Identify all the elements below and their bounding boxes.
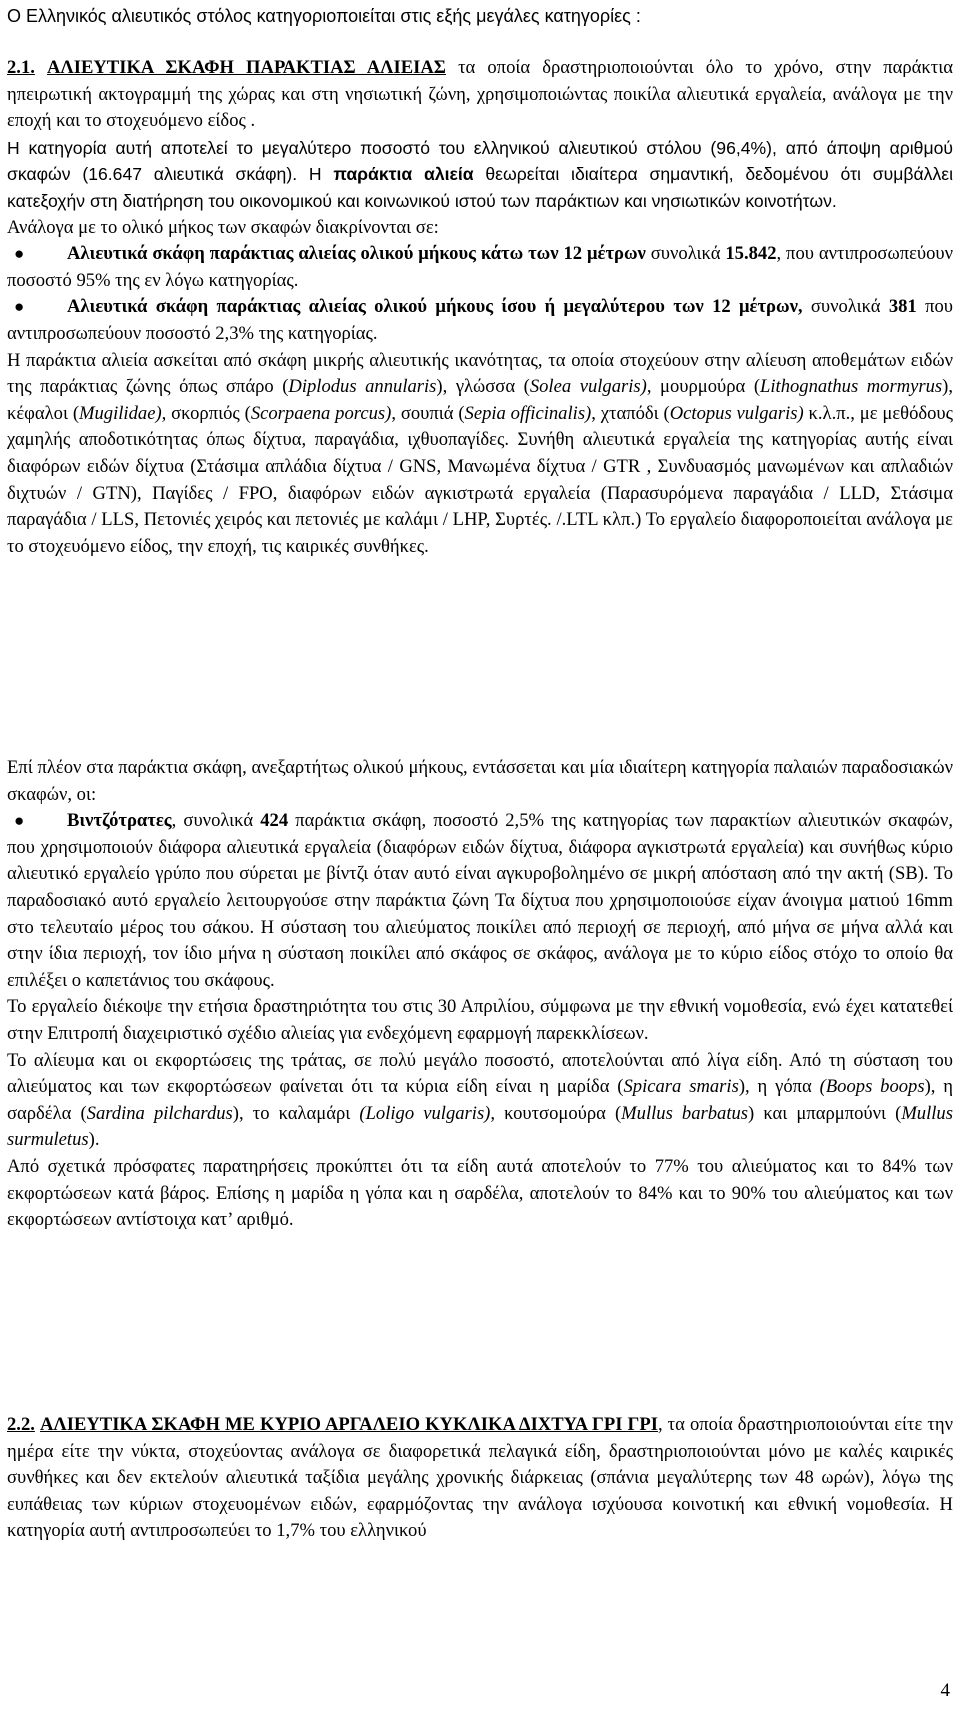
species-name: Sardina pilchardus [86, 1102, 233, 1124]
species-name: Sepia officinalis) [464, 402, 592, 424]
species-name: Diplodus annularis [288, 376, 437, 398]
section-number: 2.2. [7, 1414, 35, 1435]
species-name: Mullus barbatus [621, 1102, 749, 1124]
text: που αντιπροσωπεύουν ποσοστό 2,3% της κατηγορίας. [7, 296, 953, 344]
bold-number: 381 [888, 296, 917, 318]
paragraph-gear-stop: Το εργαλείο διέκοψε την ετήσια δραστηριότητα του στις 30 Απριλίου, σύμφωνα με την εθνική νομοθεσία, ενώ έχει κατατεθεί στην Επιτροπή διαχειριστικό σχέδιο αλιείας για ενδεχόμενη εφαρμογή παρεκκλίσεων. [7, 996, 953, 1044]
section-title: ΑΛΙΕΥΤΙΚΑ ΣΚΑΦΗ ΜΕ ΚΥΡΙΟ ΑΡΓΑΛΕΙΟ ΚΥΚΛΙΚΑ ΔΙΧΤΥΑ ΓΡΙ ΓΡΙ [39, 1414, 658, 1435]
text: συνολικά [645, 243, 726, 265]
text: , που αντιπροσωπεύουν ποσοστό 95% της εν λόγω κατηγορίας. [7, 243, 954, 291]
paragraph-share [7, 135, 953, 215]
species-name: Octopus vulgaris) [669, 402, 804, 424]
text: ), η γόπα [738, 1076, 820, 1098]
bold-term: Βιντζότρατες [67, 810, 172, 832]
section-number: 2.1. [7, 57, 35, 78]
species-name: Mullus surmuletus [7, 1102, 953, 1151]
bold-number: 424 [260, 810, 289, 832]
text: ), κέφαλοι ( [7, 376, 953, 424]
section-2-2 [7, 1412, 953, 1545]
text: Η παράκτια αλιεία ασκείται από σκάφη μικρής αλιευτικής ικανότητας, τα οποία στοχεύουν στην αλίευση αποθεμάτων ειδών της παράκτιας ζώνης όπως σπάρο ( [7, 349, 953, 398]
section-2-1-heading-paragraph [7, 55, 953, 135]
text: ), γλώσσα ( [436, 376, 530, 398]
text: , τα οποία δραστηριοποιούνται είτε την ημέρα είτε την νύκτα, στοχεύοντας ανάλογα σε διαφορετικά πελαγικά είδη, δραστηριοποιούνται μόνο με καλές καιρικές συνθήκες και δεν εκτελούν αλιευτικά ταξίδια μεγάλης χρονικής διάρκειας (σπάνια μεγαλύτερης των 48 ωρών), λόγω της ευπάθειας των κύριων στοχευομένων ειδών, εφαρμόζοντας την ανάλογα ισχύουσα κοινοτική και εθνική νομοθεσία. Η κατηγορία αυτή αντιπροσωπεύει το 1,7% του ελληνικού [7, 1414, 953, 1542]
intro-text: Ο Ελληνικός αλιευτικός στόλος κατηγοριοποιείται στις εξής μεγάλες κατηγορίες : [7, 6, 641, 26]
text: Η κατηγορία αυτή αποτελεί το μεγαλύτερο ποσοστό του ελληνικού αλιευτικού στόλου (96,4%), από άποψη αριθμού σκαφών (16.647 αλιευτικά σκάφη). Η [7, 137, 953, 185]
text: , μουρμούρα ( [646, 376, 761, 398]
bullet-icon: ● [14, 244, 25, 264]
text: , συνολικά [171, 810, 261, 832]
text: ) και μπαρμπούνι ( [748, 1102, 902, 1124]
bold-term: Αλιευτικά σκάφη παράκτιας αλιείας ολικού μήκους κάτω των 12 μέτρων [67, 243, 646, 265]
species-name: Scorpaena porcus) [250, 402, 392, 424]
bullet-icon: ● [14, 811, 25, 831]
bullet-icon: ● [14, 297, 25, 317]
section-2-1 [7, 55, 953, 560]
section-title: ΑΛΙΕΥΤΙΚΑ ΣΚΑΦΗ ΠΑΡΑΚΤΙΑΣ ΑΛΙΕΙΑΣ [46, 57, 446, 78]
text: συνολικά [802, 296, 889, 318]
text: Το αλίευμα και οι εκφορτώσεις της τράτας, σε πολύ μεγάλο ποσοστό, αποτελούνται από λίγα είδη. Από τη σύσταση του αλιεύματος και των εκφορτώσεων φαίνεται ότι τα κύρια είδη είναι η μαρίδα ( [7, 1049, 953, 1098]
species-name: (Loligo vulgaris), [359, 1102, 496, 1124]
section-2-1-traditional [7, 755, 953, 1234]
section-intro-text: τα οποία δραστηριοποιούνται όλο το χρόνο, στην παράκτια ηπειρωτική ακτογραμμή της χώρας και στη νησιωτική ζώνη, χρησιμοποιώντας ποικίλα αλιευτικά εργαλεία, ανάλογα με την εποχή και το στοχευόμενο είδος . [7, 57, 953, 132]
species-name: Solea vulgaris) [529, 376, 647, 398]
species-name: Spicara smaris [623, 1076, 739, 1098]
text: ), το καλαμάρι [232, 1102, 360, 1124]
bold-term: παράκτια αλιεία [333, 164, 474, 185]
paragraph-catch [7, 1048, 953, 1154]
bullet-item [7, 294, 953, 347]
page-number: 4 [940, 1680, 950, 1701]
bullet-item [7, 241, 953, 294]
paragraph-traditional: Επί πλέον στα παράκτια σκάφη, ανεξαρτήτως ολικού μήκους, εντάσσεται και μία ιδιαίτερη κατηγορία παλαιών παραδοσιακών σκαφών, οι: [7, 757, 953, 805]
bold-number: 15.842 [725, 243, 777, 265]
paragraph-species [7, 348, 953, 561]
text: ), η σαρδέλα ( [7, 1076, 954, 1124]
species-name: (Boops boops [819, 1076, 925, 1098]
bold-term: Αλιευτικά σκάφη παράκτιας αλιείας ολικού μήκους ίσου ή μεγαλύτερου των 12 μέτρων, [67, 296, 803, 318]
text: κ.λ.π., με μεθόδους χαμηλής αποδοτικότητας όπως δίχτυα, παραγάδια, ιχθυοπαγίδες. Συνήθη αλιευτικά εργαλεία της κατηγορίας αυτής είναι διαφόρων ειδών δίχτυα (Στάσιμα απλάδια δίχτυα / GNS, Μανωμένα δίχτυα / GTR , Συνδυασμός μανωμένων και απλαδιών διχτυών / GTN), Παγίδες / FPO, διαφόρων ειδών αγκιστρωτά εργαλεία (Παρασυρόμενα παραγάδια / LLD, Στάσιμα παραγάδια / LLS, Πετονιές χειρός και πετονιές με καλάμι / LHP, Συρτές. /.LTL κλπ.) Το εργαλείο διαφοροποιείται ανάλογα με το στοχευόμενο είδος, την εποχή, τις καιρικές συνθήκες. [7, 402, 953, 557]
species-name: Lithognathus mormyrus [760, 376, 943, 398]
text: θεωρείται ιδιαίτερα σημαντική, δεδομένου ότι συμβάλλει κατεξοχήν στη διατήρηση του οικονομικού και κοινωνικού ιστού των παράκτιων και νησιωτικών κοινοτήτων. [7, 164, 953, 211]
species-name: Mugilidae), [79, 402, 167, 424]
paragraph-length: Ανάλογα με το ολικό μήκος των σκαφών διακρίνονται σε: [7, 216, 439, 238]
text: σκορπιός ( [166, 402, 251, 424]
text: παράκτια σκάφη, ποσοστό 2,5% της κατηγορίας των παρακτίων αλιευτικών σκαφών, που χρησιμοποιούν διάφορα αλιευτικά εργαλεία (διαφόρων ειδών δίχτυα, διάφορα αγκιστρωτά εργαλεία) και συνήθως κύριο αλιευτικό εργαλείο γρύπο που σύρεται με βίντζι όταν αυτό είναι αγκυροβολημένο σε μικρή απόσταση από την ακτή (SB). Το παραδοσιακό αυτό εργαλείο λειτουργούσε στην παράκτια ζώνη Τα δίχτυα που χρησιμοποιούσε είχαν άνοιγμα ματιού 16mm στο τελευταίο μέρος του σάκου. Η σύσταση του αλιεύματος ποικίλει από περιοχή σε περιοχή, από μήνα σε μήνα αλλά και στην ίδια περιοχή, τον ίδιο μήνα η σύσταση ποικίλει από σκάφος σε σκάφος, ανάλογα με το κύριο είδος στόχο το οποίο θα επιλέξει ο καπετάνιος του σκάφους. [7, 810, 953, 991]
text: , σουπιά ( [391, 402, 465, 424]
section-2-2-paragraph [7, 1412, 953, 1545]
bullet-item [7, 808, 953, 994]
text: , χταπόδι ( [591, 402, 670, 424]
text: κουτσομούρα ( [495, 1102, 622, 1124]
text: ). [88, 1129, 100, 1151]
paragraph-percentages: Από σχετικά πρόσφατες παρατηρήσεις προκύπτει ότι τα είδη αυτά αποτελούν το 77% του αλιεύματος και το 84% των εκφορτώσεων κατά βάρος. Επίσης η μαρίδα η γόπα και η σαρδέλα, αποτελούν το 84% και το 90% του αλιεύματος και των εκφορτώσεων αντίστοιχα κατ’ αριθμό. [7, 1155, 953, 1231]
